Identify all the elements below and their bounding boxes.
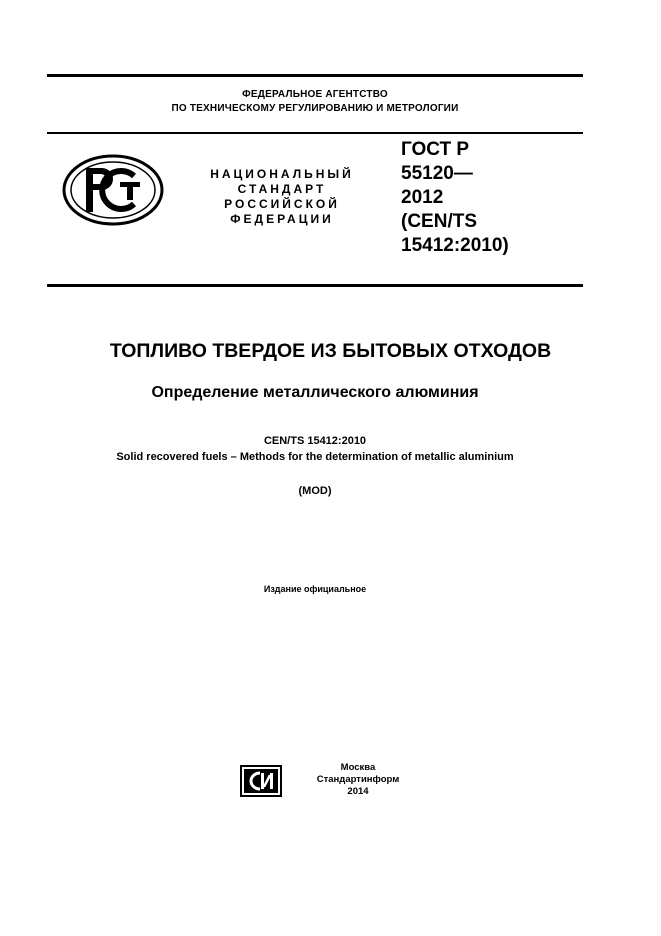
designation-line-5: 15412:2010) <box>401 235 509 256</box>
national-standard-line-1: НАЦИОНАЛЬНЫЙ <box>210 167 354 181</box>
publisher-name: Стандартинформ <box>316 774 400 785</box>
publisher-info <box>300 762 416 798</box>
standard-designation <box>401 138 509 258</box>
national-standard-line-2: СТАНДАРТ <box>237 182 327 196</box>
document-subtitle: Определение металлического алюминия <box>151 384 479 401</box>
top-rule <box>47 74 583 77</box>
national-standard-line-4: ФЕДЕРАЦИИ <box>230 212 334 226</box>
designation-line-2: 55120— <box>401 163 473 184</box>
agency-line-2: ПО ТЕХНИЧЕСКОМУ РЕГУЛИРОВАНИЮ И МЕТРОЛОГИИ <box>171 103 459 114</box>
national-standard-line-3: РОССИЙСКОЙ <box>224 197 340 211</box>
national-standard-label <box>196 167 368 227</box>
rst-gost-logo-icon <box>62 154 164 226</box>
designation-line-4: (CEN/TS <box>401 211 477 232</box>
reference-code: CEN/TS 15412:2010 <box>263 435 367 447</box>
publisher-year: 2014 <box>347 786 369 797</box>
standartinform-logo-icon <box>240 765 282 797</box>
reference-title: Solid recovered fuels – Methods for the determination of metallic aluminium <box>116 451 514 463</box>
agency-line-1: ФЕДЕРАЛЬНОЕ АГЕНТСТВО <box>242 89 388 100</box>
publisher-city: Москва <box>340 762 376 773</box>
designation-line-3: 2012 <box>401 187 444 208</box>
reference-modification: (MOD) <box>298 485 332 497</box>
document-title: ТОПЛИВО ТВЕРДОЕ ИЗ БЫТОВЫХ ОТХОДОВ <box>109 340 552 362</box>
edition-label: Издание официальное <box>263 584 367 594</box>
agency-header <box>47 88 583 116</box>
middle-rule <box>47 132 583 134</box>
designation-line-1: ГОСТ Р <box>401 139 470 160</box>
bottom-rule <box>47 284 583 287</box>
